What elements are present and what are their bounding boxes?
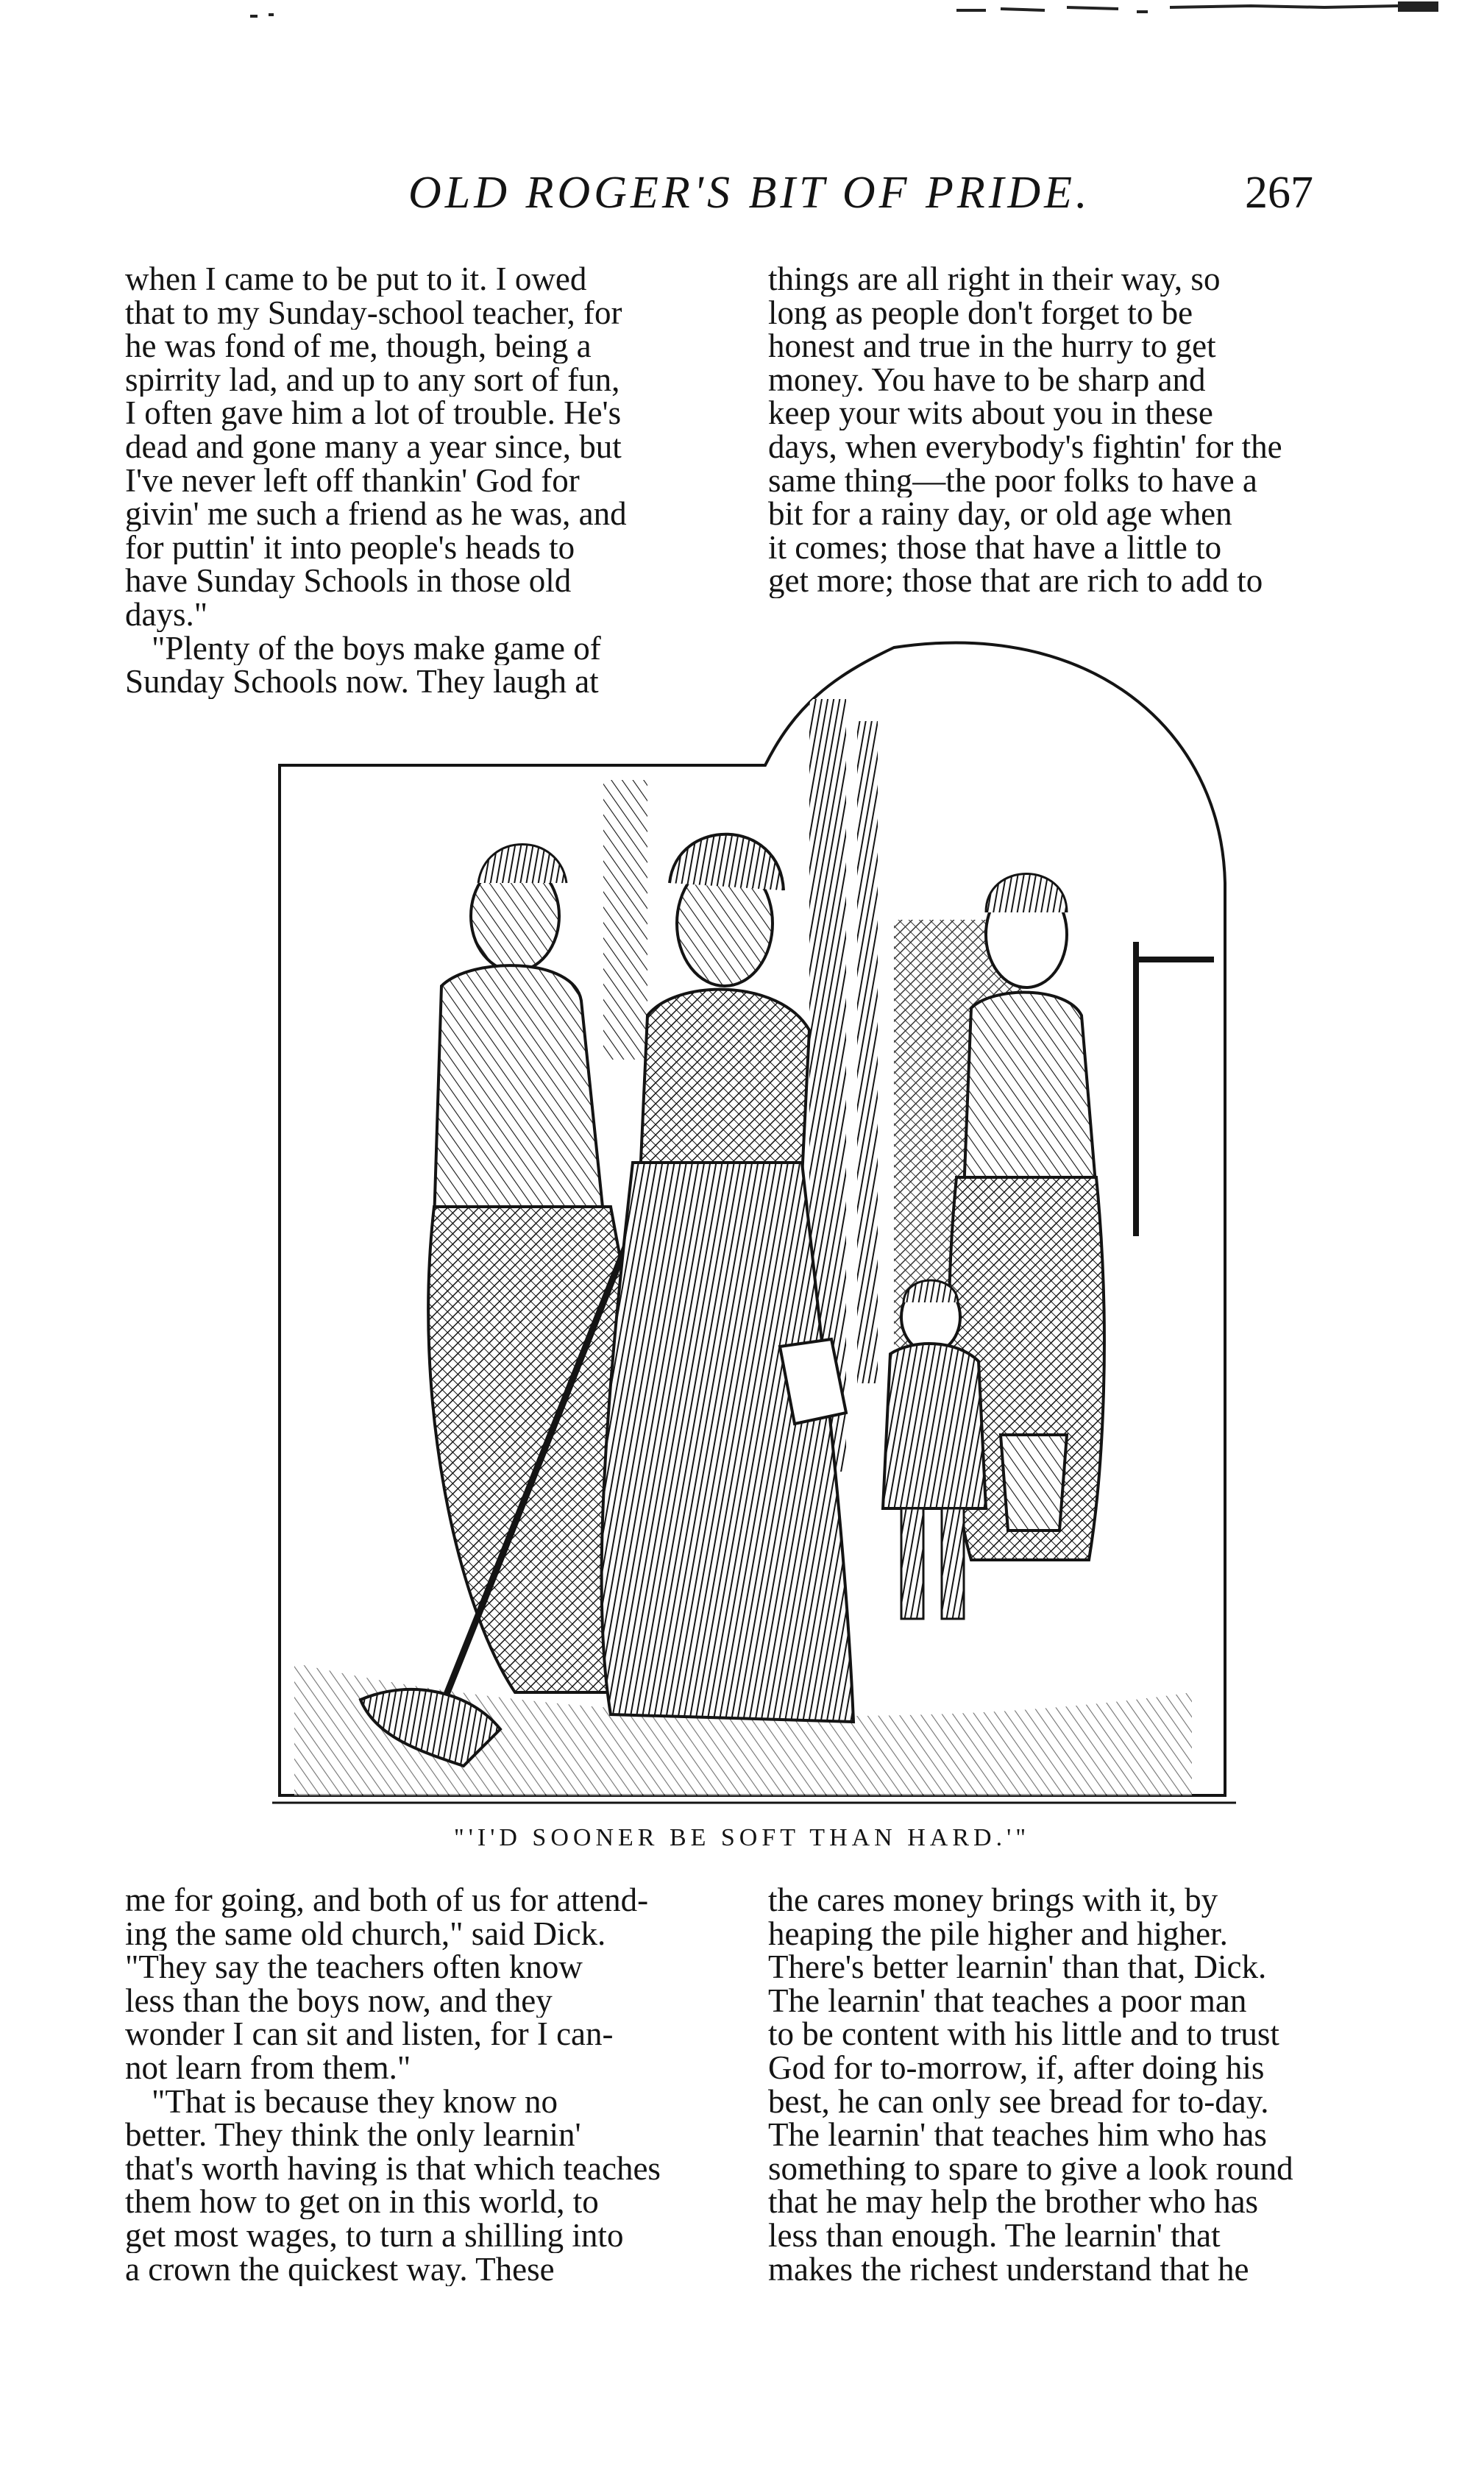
text-line: dead and gone many a year since, but	[125, 430, 622, 464]
text-line: better. They think the only learnin'	[125, 2118, 581, 2152]
text-line: me for going, and both of us for attend-	[125, 1884, 649, 1918]
text-line: money. You have to be sharp and	[768, 363, 1206, 397]
text-line: days, when everybody's fightin' for the	[768, 430, 1282, 464]
text-line: to be content with his little and to trust	[768, 2018, 1279, 2051]
column-bottom-left	[125, 1884, 720, 2286]
text-line: when I came to be put to it. I owed	[125, 263, 587, 297]
text-line: less than enough. The learnin' that	[768, 2218, 1221, 2253]
text-line: givin' me such a friend as he was, and	[125, 497, 627, 531]
text-line: get most wages, to turn a shilling into	[125, 2218, 624, 2253]
text-line: long as people don't forget to be	[768, 296, 1193, 330]
text-line: "That is because they know no	[152, 2085, 558, 2119]
text-line: Sunday Schools now. They laugh at	[125, 665, 599, 699]
text-line: keep your wits about you in these	[768, 397, 1213, 430]
text-line: heaping the pile higher and higher.	[768, 1917, 1228, 1951]
text-line: makes the richest understand that he	[768, 2252, 1249, 2287]
text-line: days."	[125, 597, 208, 632]
text-line: "They say the teachers often know	[125, 1951, 583, 1984]
text-line: best, he can only see bread for to-day.	[768, 2085, 1269, 2119]
doorway-pillar	[857, 721, 878, 1383]
text-line: them how to get on in this world, to	[125, 2185, 599, 2219]
text-line: There's better learnin' than that, Dick.	[768, 1951, 1267, 1984]
text-line: that he may help the brother who has	[768, 2185, 1259, 2219]
text-line: The learnin' that teaches him who has	[768, 2118, 1267, 2152]
text-line: ing the same old church," said Dick.	[125, 1917, 606, 1951]
text-line: get more; those that are rich to add to	[768, 564, 1263, 598]
illustration-caption: "'I'D SOONER BE SOFT THAN HARD.'"	[453, 1824, 1031, 1851]
column-bottom-right	[768, 1884, 1363, 2286]
text-line: wonder I can sit and listen, for I can-	[125, 2018, 614, 2051]
text-line: have Sunday Schools in those old	[125, 564, 572, 598]
text-line: it comes; those that have a little to	[768, 531, 1222, 565]
text-line: things are all right in their way, so	[768, 263, 1221, 297]
text-line: for puttin' it into people's heads to	[125, 531, 575, 565]
text-line: I often gave him a lot of trouble. He's	[125, 397, 622, 430]
text-line: spirrity lad, and up to any sort of fun,	[125, 363, 620, 397]
text-line: the cares money brings with it, by	[768, 1884, 1218, 1918]
text-line: honest and true in the hurry to get	[768, 330, 1216, 363]
text-line: I've never left off thankin' God for	[125, 464, 580, 498]
text-line: bit for a rainy day, or old age when	[768, 497, 1232, 531]
text-line: same thing—the poor folks to have a	[768, 464, 1257, 498]
text-line: God for to-morrow, if, after doing his	[768, 2051, 1265, 2085]
text-line: not learn from them."	[125, 2051, 411, 2085]
text-line: he was fond of me, though, being a	[125, 330, 592, 363]
text-line: "Plenty of the boys make game of	[152, 631, 601, 666]
text-line: that's worth having is that which teaches	[125, 2152, 661, 2186]
text-line: The learnin' that teaches a poor man	[768, 1984, 1247, 2018]
running-title: OLD ROGER'S BIT OF PRIDE.	[408, 168, 1091, 218]
page-number: 267	[1245, 168, 1313, 218]
text-line: a crown the quickest way. These	[125, 2252, 555, 2287]
text-line: something to spare to give a look round	[768, 2152, 1293, 2186]
text-line: that to my Sunday-school teacher, for	[125, 296, 622, 330]
text-line: less than the boys now, and they	[125, 1984, 553, 2018]
